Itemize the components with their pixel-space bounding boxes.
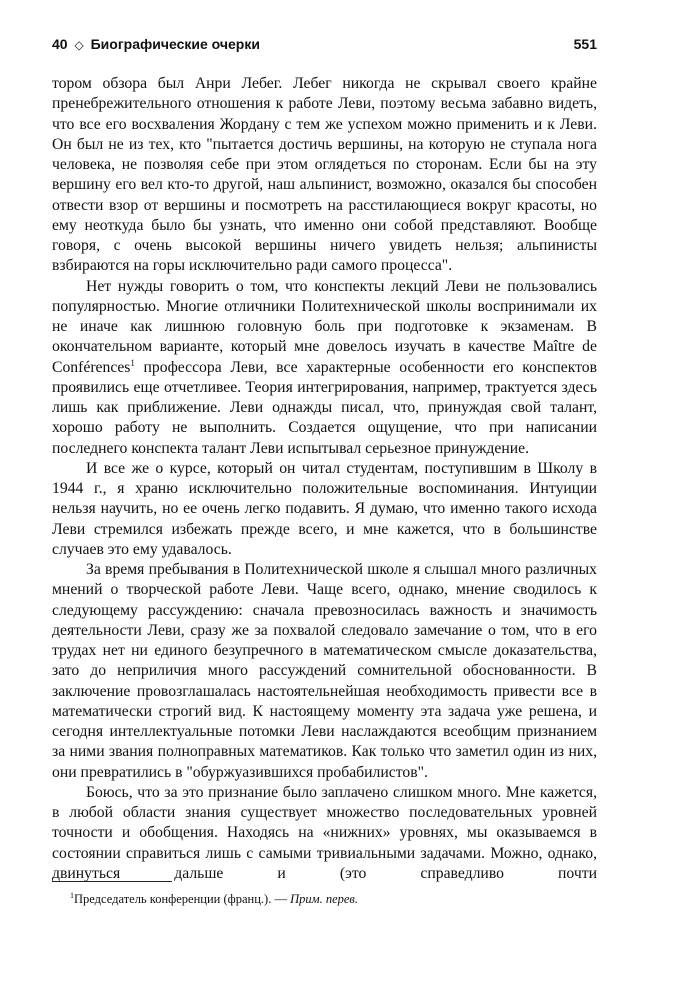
header-left <box>52 36 260 52</box>
paragraph-1: тором обзора был Анри Лебег. Лебег никогда не скрывал своего крайне пренебрежительного отношения к работе Леви, поэтому весьма забавно видеть, что все его восхваления Жордану с тем же успехом можно применить и к Леви. Он был не из тех, кто "пытается достичь вершины, на которую не ступала нога человека, не позволяя себе при этом оглядеться по сторонам. Если бы на эту вершину его вел кто-то другой, наш альпинист, возможно, оказался бы способен отвести взор от вершины и посмотреть на расстилающиеся вокруг красоты, но ему неоткуда было бы узнать, что именно они собой представляют. Вообще говоря, с очень высокой вершины ничего увидеть нельзя; альпинисты взбираются на горы исключительно ради самого процесса". <box>52 75 597 275</box>
paragraph-2-start: Нет нужды говорить о том, что конспекты лекций Леви не пользовались популярностью. Многие отличники Политехнической школы воспринимали их не иначе как лишнюю головную боль при подготовке к экзаменам. В окончательном варианте, который мне довелось изучать в качестве Maître de Conférences <box>52 277 597 376</box>
paragraph-2 <box>52 277 597 459</box>
page-number-right: 551 <box>573 36 597 52</box>
footnote <box>70 891 590 907</box>
footnote-text: Председатель конференции (франц.). — <box>74 892 287 906</box>
page-number-left: 40 <box>52 36 68 52</box>
running-header <box>52 36 597 56</box>
footnote-note: Прим. перев. <box>290 892 358 906</box>
footnote-mark: 1 <box>70 891 74 900</box>
diamond-icon: ◇ <box>74 38 84 52</box>
footnote-reference[interactable]: 1 <box>130 357 135 368</box>
section-title: Биографические очерки <box>90 36 260 52</box>
paragraph-3: И все же о курсе, который он читал студентам, поступившим в Школу в 1944 г., я храню исключительно положительные воспоминания. Интуиции нельзя научить, но ее очень легко подавить. Я думаю, что именно такого исхода Леви стремился избежать прежде всего, и мне кажется, что в большинстве случаев это ему удавалось. <box>52 459 597 558</box>
paragraph-5: Боюсь, что за это признание было заплачено слишком много. Мне кажется, в любой области знания существует множество последовательных уровней точности и обобщения. Находясь на «нижних» уровнях, мы оказываемся в состоянии справиться лишь с самыми тривиальными задачами. Можно, однако, двинуться дальше и (это справедливо почти <box>52 783 597 882</box>
footnote-divider <box>52 881 172 882</box>
body-text <box>52 74 597 884</box>
paragraph-2-end: профессора Леви, все характерные особенности его конспектов проявились еще отчетливее. Теория интегрирования, например, трактуется здесь лишь как приближение. Леви однажды писал, что, принуждая свой талант, хорошо работу не выполнить. Создается ощущение, что при написании последнего конспекта талант Леви испытывал серьезное принуждение. <box>52 358 598 457</box>
paragraph-4: За время пребывания в Политехнической школе я слышал много различных мнений о творческой работе Леви. Чаще всего, однако, мнение сводилось к следующему рассуждению: сначала превозносилась важность и значимость деятельности Леви, сразу же за похвалой следовало замечание о том, что в его трудах нет ни единого безупречного в математическом смысле доказательства, зато до неприличия много рассуждений сомнительной обоснованности. В заключение провозглашалась настоятельнейшая необходимость привести все в математически строгий вид. К настоящему моменту эта задача уже решена, и сегодня интеллектуальные потомки Леви наслаждаются всеобщим признанием за ними звания полноправных математиков. Как только что заметил один из них, они превратились в "обуржуазившихся пробабилистов". <box>52 561 597 781</box>
